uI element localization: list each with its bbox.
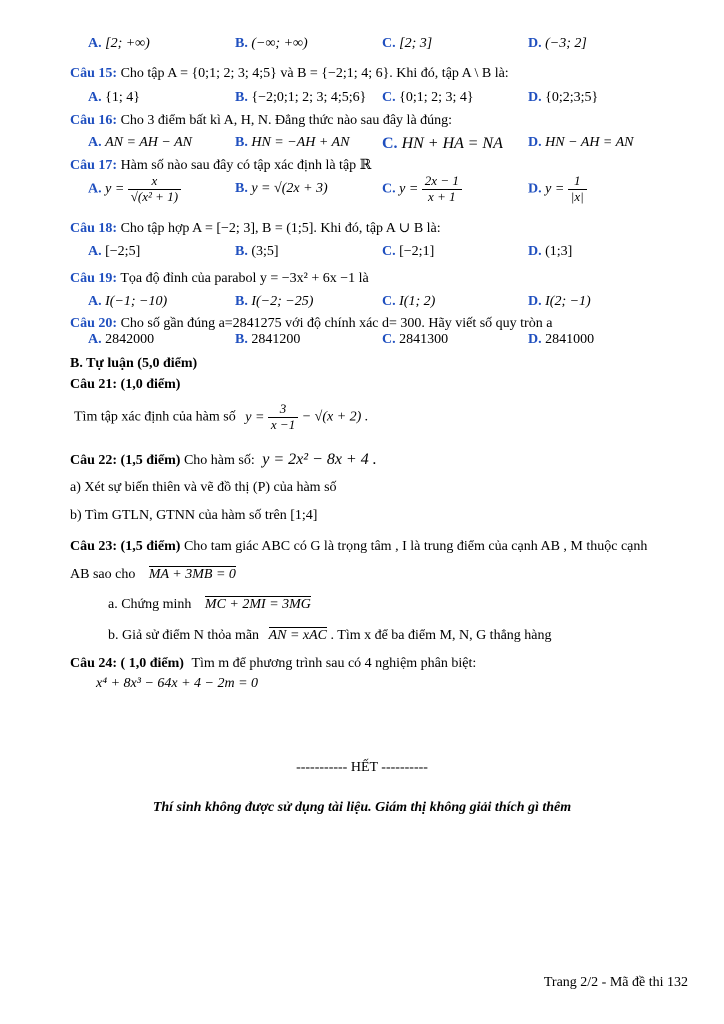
q16-option-a: A. AN = AH − AN (88, 135, 192, 150)
q20-option-c: C. 2841300 (382, 332, 449, 347)
q17-option-a: A. y = $\frac{x}{\text{√(x² + 1)}}$ (88, 174, 181, 205)
q17-option-d: D. y = $\frac{1}{|x|}$ (528, 174, 587, 205)
page-footer: Trang 2/2 - Mã đề thi 132 (543, 975, 688, 990)
q22-stem: Câu 22: (1,5 điểm) Cho hàm số: y = 2x² − 8x + 4 . (70, 451, 377, 468)
q14-option-b: B. (−∞; +∞) (235, 36, 308, 51)
q19-option-b: B. I(−2; −25) (235, 294, 314, 309)
q18-option-c: C. [−2;1] (382, 244, 435, 259)
q15-option-c: C. {0;1; 2; 3; 4} (382, 90, 474, 105)
q16-stem: Câu 16: Cho 3 điểm bất kì A, H, N. Đẳng thức nào sau đây là đúng: (70, 113, 453, 128)
q24-stem: Câu 24: ( 1,0 điểm) Tìm m để phương trình sau có 4 nghiệm phân biệt: (70, 656, 477, 671)
q14-option-a: A. [2; +∞) (88, 36, 150, 51)
q17-stem: Câu 17: Hàm số nào sau đây có tập xác định là tập ℝ (70, 158, 372, 173)
q17-option-b: B. y = √(2x + 3) (235, 181, 328, 196)
q15-stem: Câu 15: Cho tập A = {0;1; 2; 3; 4;5} và B = {−2;1; 4; 6}. Khi đó, tập A \ B là: (70, 66, 509, 81)
q14-option-c: C. [2; 3] (382, 36, 433, 51)
q24-equation: x⁴ + 8x³ − 64x + 4 − 2m = 0 (96, 676, 259, 691)
q19-option-c: C. I(1; 2) (382, 294, 436, 309)
q23-stem: Câu 23: (1,5 điểm) Cho tam giác ABC có G là trọng tâm , I là trung điểm của cạnh AB , M thuộc cạnh (70, 539, 648, 554)
q20-option-b: B. 2841200 (235, 332, 301, 347)
q15-option-a: A. {1; 4} (88, 90, 140, 105)
q18-option-b: B. (3;5] (235, 244, 279, 259)
q15-option-b: B. {−2;0;1; 2; 3; 4;5;6} (235, 90, 367, 105)
q16-option-d: D. HN − AH = AN (528, 135, 634, 150)
q23-part-a: a. Chứng minh MC + 2MI = 3MG (108, 597, 311, 612)
q15-option-d: D. {0;2;3;5} (528, 90, 599, 105)
q20-option-d: D. 2841000 (528, 332, 595, 347)
q16-option-c: C. HN + HA = NA (382, 135, 503, 152)
q23-part-b: b. Giả sử điểm N thỏa mãn AN = xAC . Tìm x để ba điểm M, N, G thẳng hàng (108, 628, 552, 643)
q19-stem: Câu 19: Tọa độ đỉnh của parabol y = −3x² + 6x −1 là (70, 271, 369, 286)
q19-option-d: D. I(2; −1) (528, 294, 591, 309)
q17-option-c: C. y = $\frac{2x - 1}{x + 1}$ (382, 174, 462, 205)
part-b-heading: B. Tự luận (5,0 điểm) (70, 356, 198, 371)
exam-note: Thí sinh không được sử dụng tài liệu. Giám thị không giải thích gì thêm (152, 800, 572, 815)
q18-stem: Câu 18: Cho tập hợp A = [−2; 3], B = (1;5]. Khi đó, tập A ∪ B là: (70, 221, 441, 236)
q16-option-b: B. HN = −AH + AN (235, 135, 350, 150)
q22-part-b: b) Tìm GTLN, GTNN của hàm số trên [1;4] (70, 508, 318, 523)
q22-part-a: a) Xét sự biến thiên và vẽ đồ thị (P) của hàm số (70, 480, 337, 495)
q18-option-a: A. [−2;5] (88, 244, 141, 259)
q19-option-a: A. I(−1; −10) (88, 294, 168, 309)
end-marker: ----------- HẾT ---------- (296, 760, 428, 775)
q23-stem-2: AB sao cho MA + 3MB = 0 (70, 567, 236, 582)
q14-option-d: D. (−3; 2] (528, 36, 587, 51)
q21-label: Câu 21: (1,0 điểm) (70, 377, 181, 392)
q21-body: Tìm tập xác định của hàm số y = $\frac{3}{x -1}$ − √(x + 2) . (74, 401, 369, 432)
q18-option-d: D. (1;3] (528, 244, 573, 259)
q17-options (0, 172, 724, 214)
q20-option-a: A. 2842000 (88, 332, 155, 347)
q20-stem: Câu 20: Cho số gần đúng a=2841275 với độ chính xác d= 300. Hãy viết số quy tròn a (70, 316, 553, 331)
